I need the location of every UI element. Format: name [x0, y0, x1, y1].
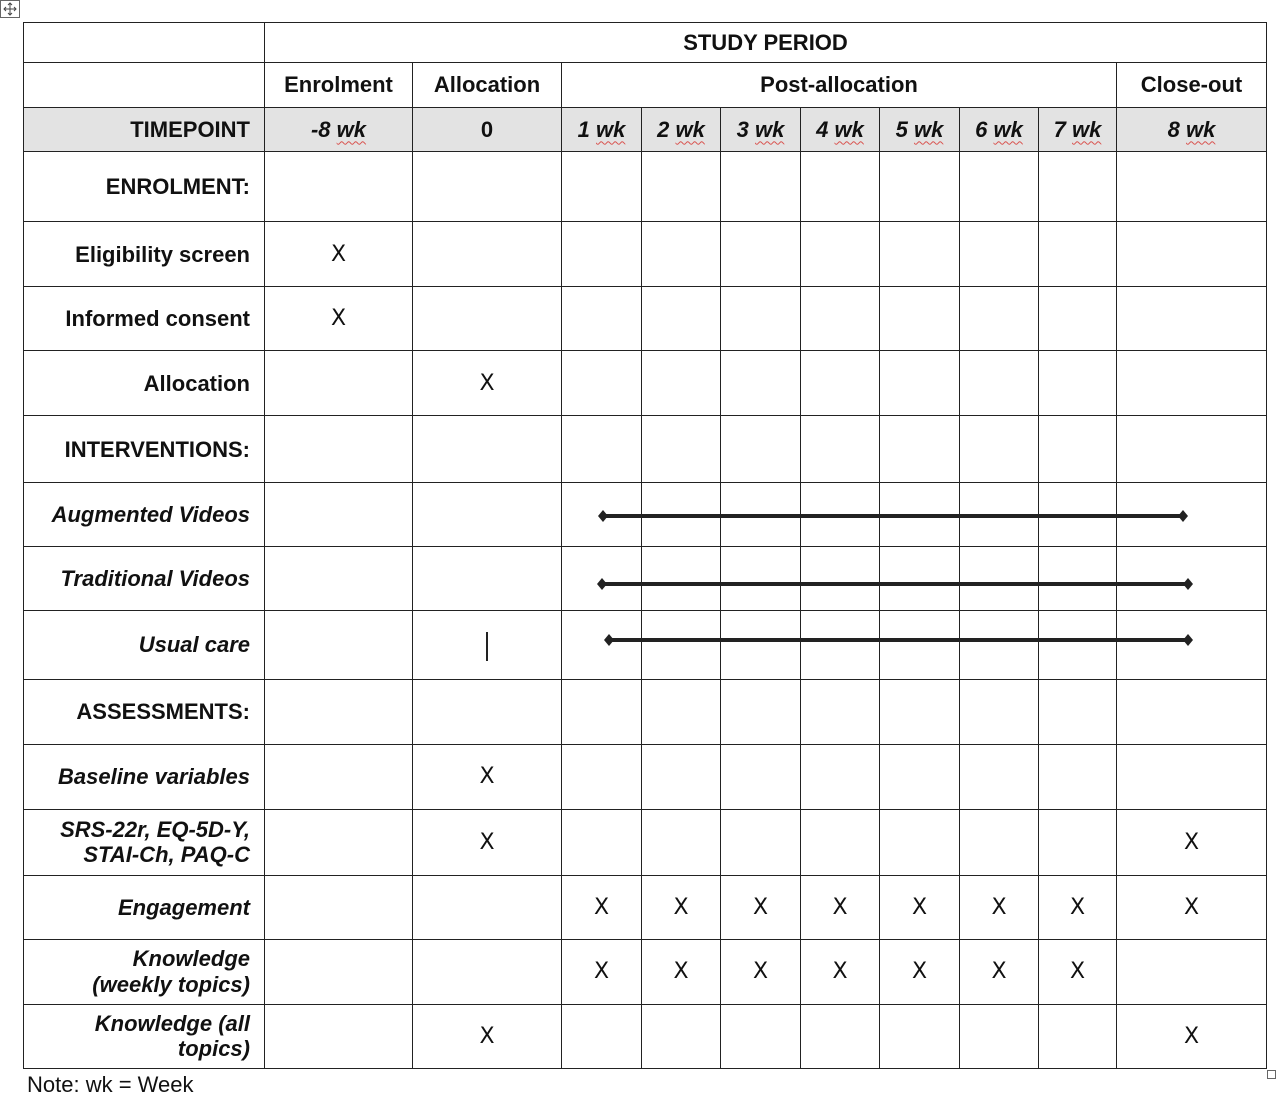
schedule-mark: X [413, 351, 562, 416]
table-row [24, 287, 1267, 351]
schedule-mark: X [801, 939, 880, 1004]
timepoint-cell: 8 wk [1117, 108, 1267, 152]
table-row [24, 809, 1267, 875]
table-row [24, 875, 1267, 939]
section-row-enrolment [24, 152, 1267, 222]
table-row [24, 939, 1267, 1004]
schedule-mark: X [413, 744, 562, 809]
table-row [24, 1004, 1267, 1068]
timepoint-cell: -8 wk [265, 108, 413, 152]
row-label-traditional: Traditional Videos [24, 547, 265, 611]
timepoint-cell: 6 wk [960, 108, 1039, 152]
timepoint-cell: 3 wk [721, 108, 801, 152]
schedule-mark: X [1117, 809, 1267, 875]
row-label-allocation: Allocation [24, 351, 265, 416]
schedule-mark: X [413, 809, 562, 875]
schedule-mark: X [960, 875, 1039, 939]
timepoint-label: TIMEPOINT [24, 108, 265, 152]
row-label-srs: SRS-22r, EQ-5D-Y, STAI-Ch, PAQ-C [24, 809, 265, 875]
schedule-mark: X [880, 939, 960, 1004]
table-row [24, 483, 1267, 547]
spirit-schedule-table [23, 22, 1267, 1069]
table-row [24, 222, 1267, 287]
timepoint-row [24, 108, 1267, 152]
row-label-knowledge-weekly: Knowledge (weekly topics) [24, 939, 265, 1004]
timepoint-cell: 0 [413, 108, 562, 152]
schedule-mark: X [960, 939, 1039, 1004]
timepoint-cell: 4 wk [801, 108, 880, 152]
table-note: Note: wk = Week [27, 1072, 194, 1097]
schedule-mark: X [642, 875, 721, 939]
table-row [24, 351, 1267, 416]
schedule-mark: X [265, 222, 413, 287]
post-allocation-header: Post-allocation [562, 63, 1117, 108]
study-period-row [24, 23, 1267, 63]
row-label-augmented: Augmented Videos [24, 483, 265, 547]
table-resize-handle[interactable] [1267, 1070, 1276, 1079]
enrolment-header: Enrolment [265, 63, 413, 108]
schedule-mark: X [562, 875, 642, 939]
table-move-handle[interactable] [0, 0, 20, 18]
schedule-mark: X [1039, 939, 1117, 1004]
timepoint-cell: 5 wk [880, 108, 960, 152]
schedule-mark: X [265, 287, 413, 351]
allocation-header: Allocation [413, 63, 562, 108]
study-period-header: STUDY PERIOD [265, 23, 1267, 63]
phase-header-row [24, 63, 1267, 108]
schedule-mark: X [1039, 875, 1117, 939]
section-label-enrolment: ENROLMENT: [24, 152, 265, 222]
close-out-header: Close-out [1117, 63, 1267, 108]
schedule-mark: X [721, 875, 801, 939]
section-row-assessments [24, 679, 1267, 744]
section-label-interventions: INTERVENTIONS: [24, 416, 265, 483]
table-row [24, 547, 1267, 611]
section-label-assessments: ASSESSMENTS: [24, 679, 265, 744]
timepoint-cell: 1 wk [562, 108, 642, 152]
schedule-mark: X [1117, 875, 1267, 939]
row-label-baseline: Baseline variables [24, 744, 265, 809]
schedule-mark: X [880, 875, 960, 939]
row-label-consent: Informed consent [24, 287, 265, 351]
schedule-mark: X [1117, 1004, 1267, 1068]
timepoint-cell: 2 wk [642, 108, 721, 152]
blank-cell [24, 23, 265, 63]
schedule-mark: X [562, 939, 642, 1004]
move-arrows-icon [1, 1, 19, 17]
section-row-interventions [24, 416, 1267, 483]
row-label-usual-care: Usual care [24, 611, 265, 679]
row-label-eligibility: Eligibility screen [24, 222, 265, 287]
blank-cell [24, 63, 265, 108]
table-row [24, 744, 1267, 809]
schedule-mark: X [801, 875, 880, 939]
table-row [24, 611, 1267, 679]
schedule-mark: X [642, 939, 721, 1004]
schedule-mark: X [413, 1004, 562, 1068]
schedule-mark: X [721, 939, 801, 1004]
timepoint-cell: 7 wk [1039, 108, 1117, 152]
row-label-engagement: Engagement [24, 875, 265, 939]
row-label-knowledge-all: Knowledge (all topics) [24, 1004, 265, 1068]
